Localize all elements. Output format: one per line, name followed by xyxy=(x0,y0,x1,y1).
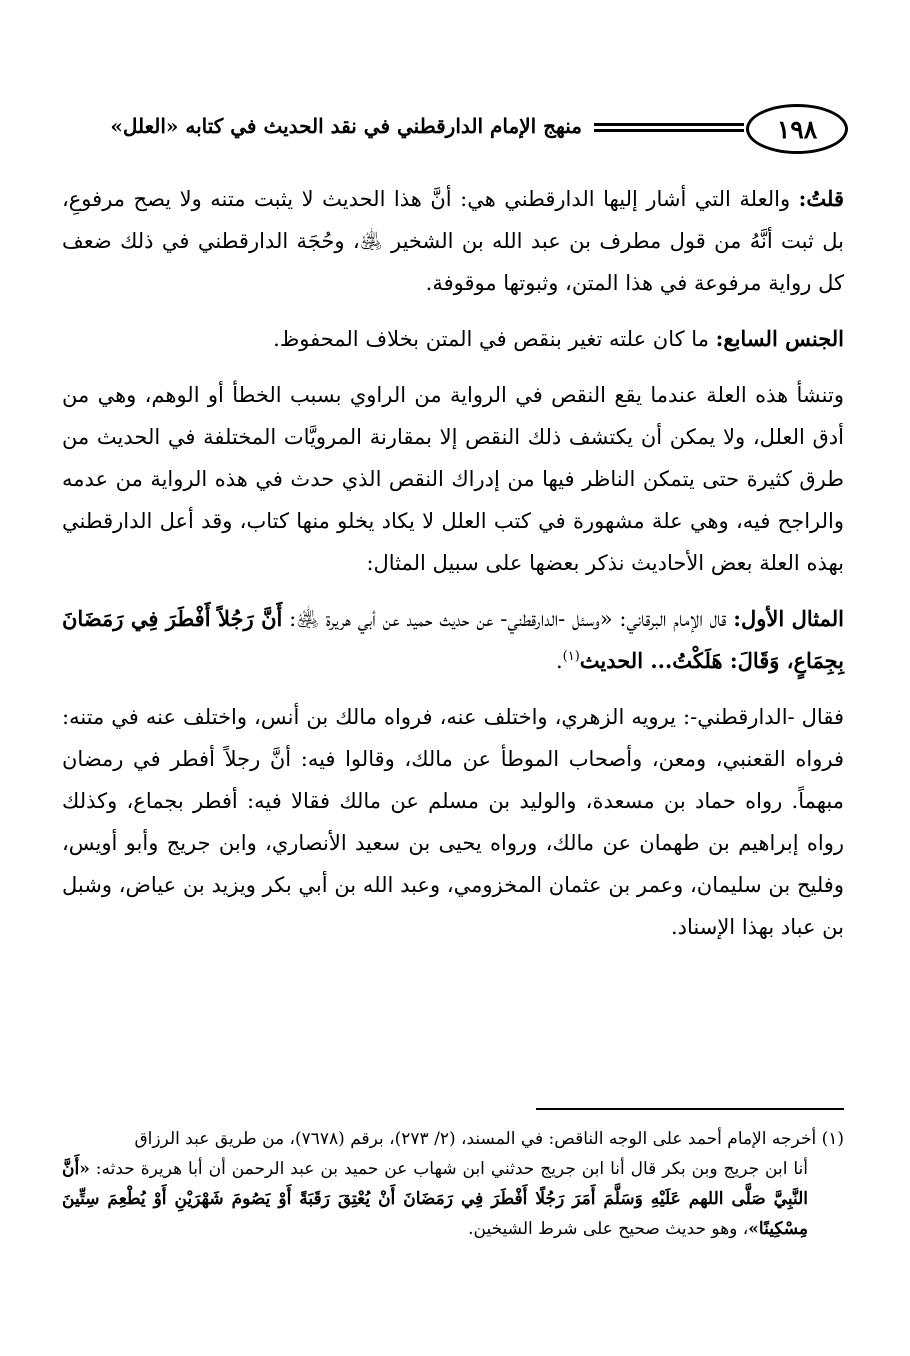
page-header xyxy=(58,104,848,154)
running-title: منهج الإمام الدارقطني في نقد الحديث في كتابه «العلل» xyxy=(110,114,582,138)
main-text xyxy=(62,178,844,948)
paragraph-lead: قلتُ: xyxy=(798,186,844,211)
paragraph xyxy=(62,318,844,360)
footnote-text: ، وهو حديث صحيح على شرط الشيخين. xyxy=(468,1219,749,1239)
footnotes xyxy=(62,1124,844,1244)
paragraph-text: وتنشأ هذه العلة عندما يقع النقص في الرواية من الراوي بسبب الخطأ أو الوهم، وهي من أدق العلل، ولا يمكن أن يكتشف ذلك النقص إلا بمقارنة المرويَّات المختلفة في الحديث من طرق كثيرة حتى يتمكن الناظر فيها من إدراك النقص الذي حدث في هذه الرواية من عدمه والراجح فيه، وهي علة مشهورة في كتب العلل لا يكاد يخلو منها كتاب، وقد أعل الدارقطني بهذه العلة بعض الأحاديث نذكر بعضها على سبيل المثال: xyxy=(62,383,844,575)
footnote-continuation xyxy=(62,1154,844,1244)
footnote-text: أنا ابن جريج وبن بكر قال أنا ابن جريج حدثني ابن شهاب عن حميد بن عبد الرحمن أن أبا هريرة حدثه: xyxy=(95,1159,808,1179)
paragraph-text: والعلة التي أشار إليها الدارقطني هي: أنَّ هذا الحديث لا يثبت متنه ولا يصح مرفوعِ، بل ثبت أنَّهُ من قول مطرف بن عبد الله بن الشخير ﵁، وحُجَة الدارقطني في ذلك ضعف كل رواية مرفوعة في هذا المتن، وثبوتها موقوفة. xyxy=(62,187,844,295)
paragraph xyxy=(62,374,844,584)
example-heading: المثال الأول: xyxy=(733,606,844,631)
footnote-text: (١) أخرجه الإمام أحمد على الوجه الناقص: في المسند، (٢/ ٢٧٣)، برقم (٧٦٧٨)، من طريق عبد الرزاق xyxy=(134,1129,844,1149)
header-rule xyxy=(594,123,744,126)
footnote-ref[interactable]: (١) xyxy=(562,649,580,664)
paragraph-text: ما كان علته تغير بنقص في المتن بخلاف المحفوظ. xyxy=(273,327,709,351)
header-rule xyxy=(594,129,744,132)
paragraph-text: فقال -الدارقطني-: يرويه الزهري، واختلف عنه، فرواه مالك بن أنس، واختلف عنه في متنه: فرواه القعنبي، ومعن، وأصحاب الموطأ عن مالك، وقالوا فيه: أنَّ رجلاً أفطر في رمضان مبهماً. رواه حماد بن مسعدة، والوليد بن مسلم عن مالك فقالا فيه: أفطر بجماع، وكذلك رواه إبراهيم بن طهمان عن مالك، ورواه يحيى بن سعيد الأنصاري، وابن جريج وأبو أويس، وفليح بن سليمان، وعمر بن عثمان المخزومي، وعبد الله بن أبي بكر ويزيد بن عياض، وشبل بن عباد بهذا الإسناد. xyxy=(62,705,844,939)
sentence-end: . xyxy=(555,649,563,673)
hadith-quote: «أَنَّ النَّبِيَّ صَلَّى اللهم عَلَيْهِ وَسَلَّمَ أَمَرَ رَجُلًا أَفْطَرَ فِي رَمَضَانَ أَنْ يُعْتِقَ رَقَبَةً أَوْ يَصُومَ شَهْرَيْنِ أَوْ يُطْعِمَ سِتِّينَ مِسْكِينًا» xyxy=(62,1159,808,1239)
section-heading: الجنس السابع: xyxy=(715,326,844,351)
paragraph-text: قال الإمام البرقاني: «وسئل -الدارقطني- عن حديث حميد عن أبي هريرة ﵁: xyxy=(289,607,727,631)
paragraph xyxy=(62,696,844,948)
footnote-separator xyxy=(536,1108,844,1110)
paragraph xyxy=(62,598,844,682)
page-number: ١٩٨ xyxy=(746,104,848,154)
hadith-quote: أَنَّ رَجُلاً أَفْطَرَ فِي رَمَضَانَ بِجِمَاعٍ، وَقَالَ: هَلَكْتُ... الحديث xyxy=(62,606,844,673)
paragraph xyxy=(62,178,844,304)
